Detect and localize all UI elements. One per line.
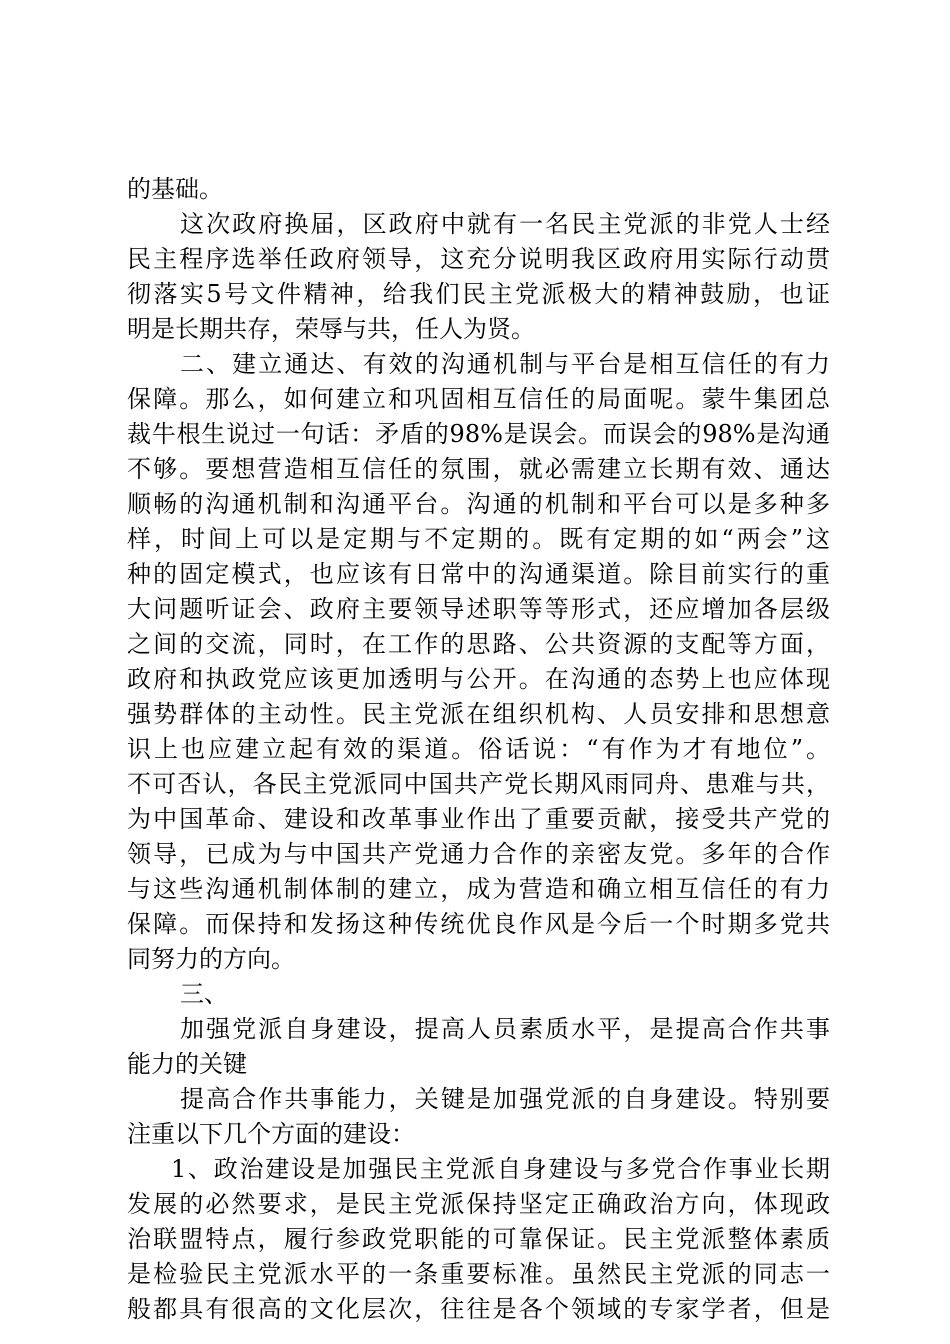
text-line: 与这些沟通机制体制的建立，成为营造和确立相互信任的有力 (127, 875, 830, 903)
text-line: 这次政府换届，区政府中就有一名民主党派的非党人士经 (180, 210, 830, 238)
text-line: 不可否认，各民主党派同中国共产党长期风雨同舟、患难与共， (127, 770, 830, 798)
text-line: 顺畅的沟通机制和沟通平台。沟通的机制和平台可以是多种多 (127, 490, 830, 518)
text-line: 彻落实5号文件精神，给我们民主党派极大的精神鼓励，也证 (127, 280, 830, 308)
text-line: 明是长期共存，荣辱与共，任人为贤。 (127, 315, 535, 343)
text-line: 发展的必然要求，是民主党派保持坚定正确政治方向，体现政 (127, 1190, 830, 1218)
text-line: 保障。那么，如何建立和巩固相互信任的局面呢。蒙牛集团总 (127, 385, 830, 413)
text-line: 加强党派自身建设，提高人员素质水平，是提高合作共事 (180, 1015, 830, 1043)
text-line: 样，时间上可以是定期与不定期的。既有定期的如“两会”这 (127, 525, 830, 553)
text-line: 识上也应建立起有效的渠道。俗话说：“有作为才有地位”。 (127, 735, 830, 763)
text-line: 1、政治建设是加强民主党派自身建设与多党合作事业长期 (171, 1155, 830, 1183)
text-line: 民主程序选举任政府领导，这充分说明我区政府用实际行动贯 (127, 245, 830, 273)
text-line: 能力的关键 (127, 1050, 247, 1078)
document-page (127, 172, 830, 1327)
text-line: 同努力的方向。 (127, 945, 295, 973)
text-line: 大问题听证会、政府主要领导述职等等形式，还应增加各层级 (127, 595, 830, 623)
text-line: 领导，已成为与中国共产党通力合作的亲密友党。多年的合作 (127, 840, 830, 868)
text-line: 强势群体的主动性。民主党派在组织机构、人员安排和思想意 (127, 700, 830, 728)
text-line: 保障。而保持和发扬这种传统优良作风是今后一个时期多党共 (127, 910, 830, 938)
text-line: 是检验民主党派水平的一条重要标准。虽然民主党派的同志一 (127, 1260, 830, 1288)
text-line: 治联盟特点，履行参政党职能的可靠保证。民主党派整体素质 (127, 1225, 830, 1253)
text-line: 为中国革命、建设和改革事业作出了重要贡献，接受共产党的 (127, 805, 830, 833)
text-line: 不够。要想营造相互信任的氛围，就必需建立长期有效、通达 (127, 455, 830, 483)
text-line: 之间的交流，同时，在工作的思路、公共资源的支配等方面， (127, 630, 830, 658)
text-line: 二、建立通达、有效的沟通机制与平台是相互信任的有力 (180, 350, 830, 378)
text-line: 政府和执政党应该更加透明与公开。在沟通的态势上也应体现 (127, 665, 830, 693)
text-line: 提高合作共事能力，关键是加强党派的自身建设。特别要 (180, 1085, 830, 1113)
text-line: 裁牛根生说过一句话：矛盾的98%是误会。而误会的98%是沟通 (127, 420, 830, 448)
text-line: 般都具有很高的文化层次，往往是各个领域的专家学者，但是 (127, 1295, 830, 1323)
text-line: 种的固定模式，也应该有日常中的沟通渠道。除目前实行的重 (127, 560, 830, 588)
text-line: 三、 (180, 980, 228, 1008)
text-line: 注重以下几个方面的建设： (127, 1120, 415, 1148)
text-line: 的基础。 (127, 175, 223, 203)
